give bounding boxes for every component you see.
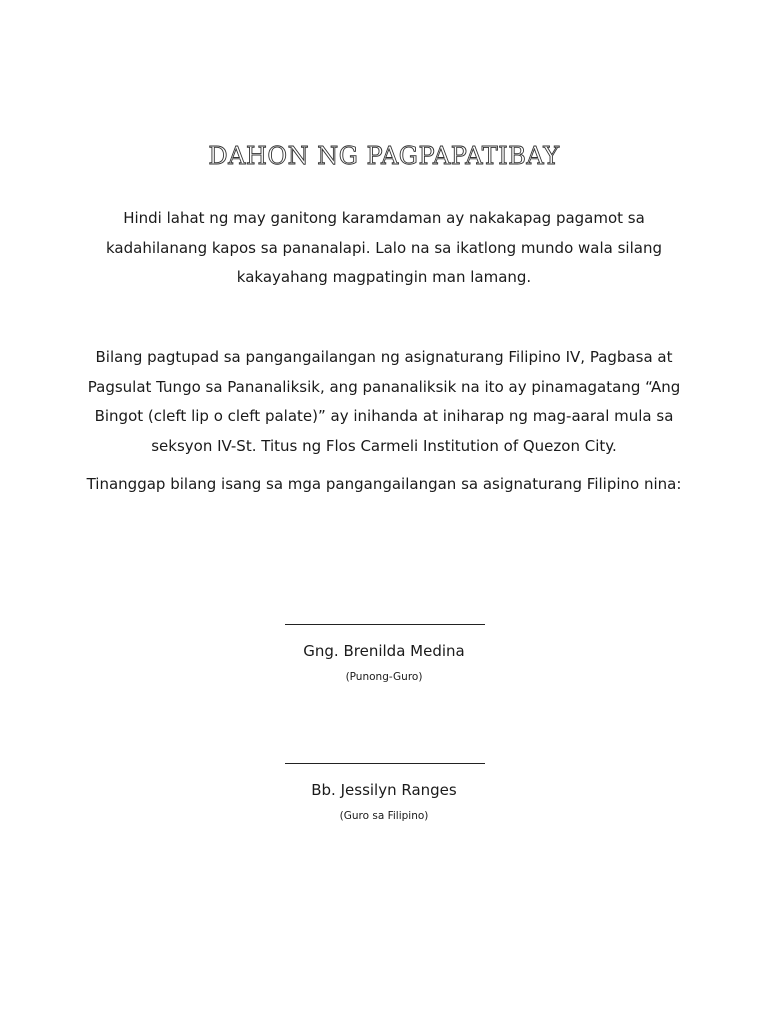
acceptance-paragraph: Tinanggap bilang isang sa mga pangangailangan sa asignaturang Filipino nina: (86, 475, 682, 493)
signatory-name-principal: Gng. Brenilda Medina (303, 642, 465, 660)
signatory-role-principal: (Punong-Guro) (345, 671, 423, 683)
intro-paragraph: Hindi lahat ng may ganitong karamdaman ay nakakapag pagamot sa kadahilanang kapos sa pananalapi. Lalo na sa ikatlong mundo wala silang kakayahang magpatingin man lamang. (106, 209, 662, 286)
signatory-role-teacher: (Guro sa Filipino) (339, 810, 429, 822)
signature-line-teacher (285, 763, 485, 764)
signatory-name-teacher: Bb. Jessilyn Ranges (311, 781, 457, 799)
document-title: DAHON NG PAGPAPATIBAY (208, 142, 560, 170)
signature-line-principal (285, 624, 485, 625)
approval-paragraph: Bilang pagtupad sa pangangailangan ng asignaturang Filipino IV, Pagbasa at Pagsulat Tungo sa Pananaliksik, ang pananaliksik na ito ay pinamagatang “Ang Bingot (cleft lip o cleft palate)” ay inihanda at iniharap ng mag-aaral mula sa seksyon IV-St. Titus ng Flos Carmeli Institution of Quezon City. (87, 348, 681, 455)
